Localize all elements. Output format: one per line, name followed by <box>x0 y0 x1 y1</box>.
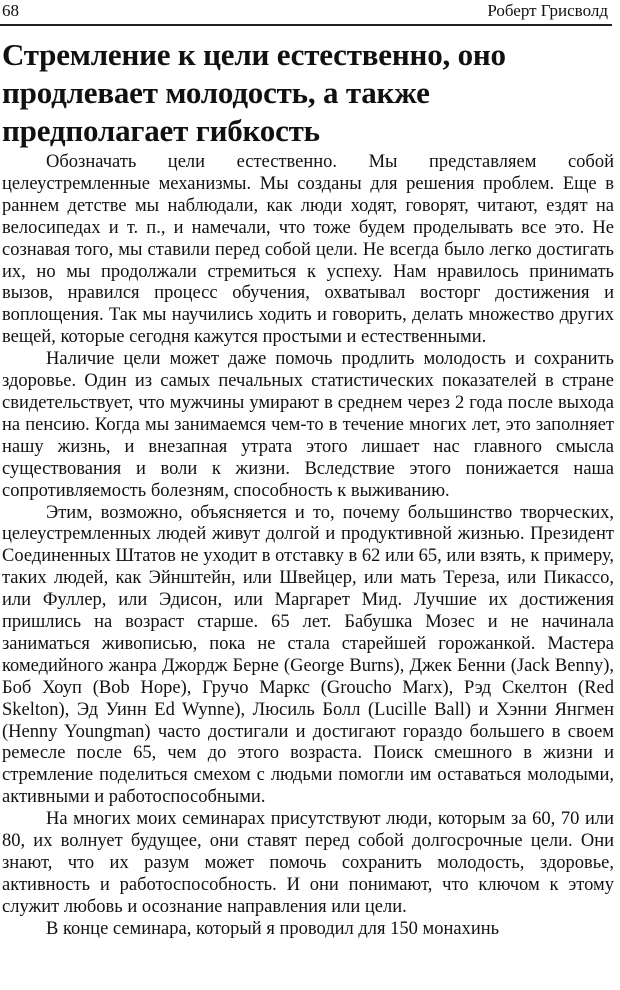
paragraph: В конце семинара, который я проводил для 150 монахинь <box>46 918 500 939</box>
paragraph: На многих моих семинарах присутствуют люди, которым за 60, 70 или 80, их волнует будущее, они ставят перед собой долгосрочные цели. Они знают, что их разум может помочь сохранить молодость, здоровье, активность и работоспособность. И они понимают, что ключом к этому служит любовь и осознание направления или цели. <box>2 809 614 917</box>
paragraph: Этим, возможно, объясняется и то, почему большинство творческих, целеустремленных людей живут долгой и продуктивной жизнью. Президент Соединенных Штатов не уходит в отставку в 62 или 65, или взять, к примеру, таких людей, как Эйнштейн, или Швейцер, или мать Тереза, или Пикассо, или Фуллер, или Эдисон, или Маргарет Мид. Лучшие их достижения пришлись на возраст старше. 65 лет. Бабушка Мозес и не начинала заниматься живописью, пока не стала старейшей горожанкой. Мастера комедийного жанра Джордж Берне (George Burns), Джек Бенни (Jack Benny), Боб Хоуп (Bob Hope), Гручо Маркс (Groucho Marx), Рэд Скелтон (Red Skelton), Эд Уинн Ed Wynne), Люсиль Болл (Lucille Ball) и Хэнни Янгмен (Henny Youngman) часто достигали и достигают гораздо большего в своем ремесле после 65, чем до этого возраста. Поиск смешного в жизни и стремление поделиться смехом с людьми помогли им оставаться молодыми, активными и работоспособными. <box>2 502 614 808</box>
page-header <box>0 0 612 26</box>
chapter-title: Стремление к цели естественно, оно продлевает молодость, а также предполагает гибкость <box>2 37 506 148</box>
paragraph: Обозначать цели естественно. Мы представляем собой целеустремленные механизмы. Мы созданы для решения проблем. Еще в раннем детстве мы наблюдали, как люди ходят, говорят, читают, ездят на велосипедах и т. п., и намечали, что тоже будем проделывать все это. Не сознавая того, мы ставили перед собой цели. Не всегда было легко достигать их, но мы продолжали стремиться к успеху. Нам нравилось принимать вызов, нравился процесс обучения, охватывал восторг достижения и воплощения. Так мы научились ходить и говорить, делать множество других вещей, которые сегодня кажутся простыми и естественными. <box>2 152 614 348</box>
paragraph: Наличие цели может даже помочь продлить молодость и сохранить здоровье. Один из самых печальных статистических показателей в стране свидетельствует, что мужчины умирают в среднем через 2 года после выхода на пенсию. Когда мы занимаемся чем-то в течение многих лет, это заполняет нашу жизнь, и внезапная утрата этого лишает нас главного смысла существования и воли к жизни. Вследствие этого понижается наша сопротивляемость болезням, способность к выживанию. <box>2 349 614 501</box>
page-number: 68 <box>2 1 19 20</box>
body-text <box>2 152 614 941</box>
running-title: Роберт Грисволд <box>487 1 608 20</box>
